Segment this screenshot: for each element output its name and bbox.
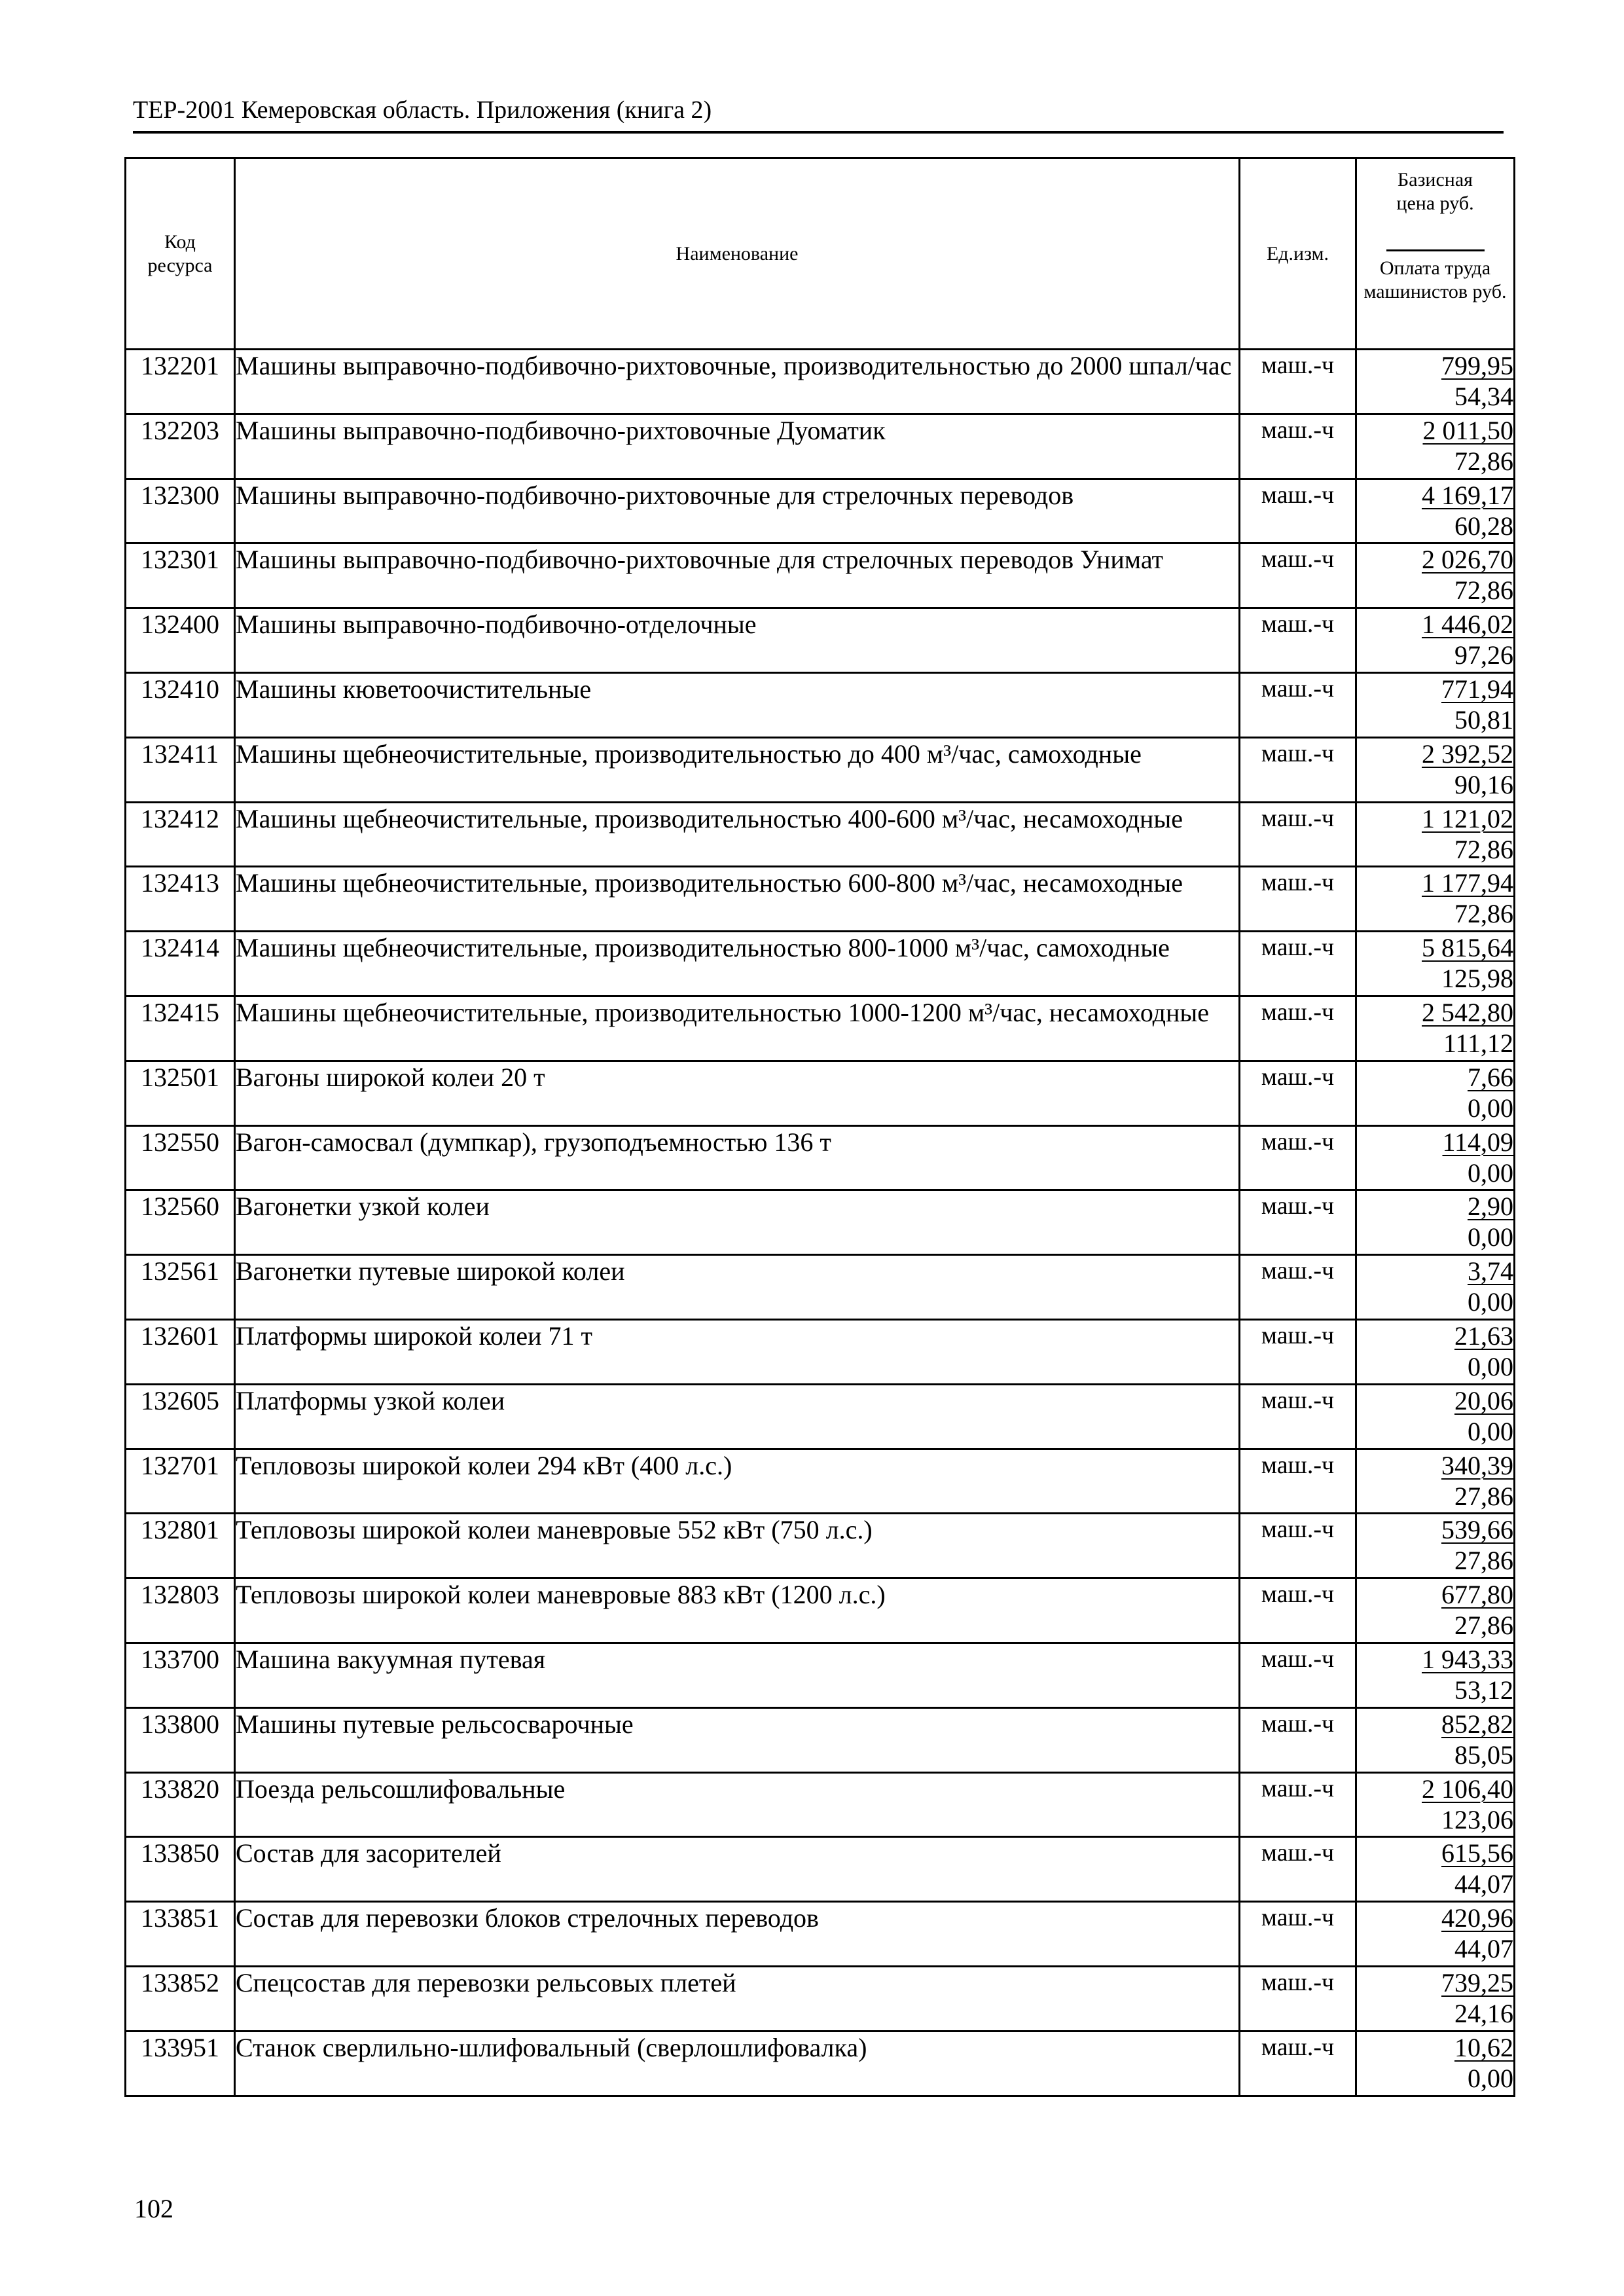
resource-price-cell: [1356, 2031, 1515, 2096]
table-row: [126, 1514, 1515, 1578]
resource-unit: маш.-ч: [1240, 1255, 1356, 1320]
resource-price-cell: [1356, 867, 1515, 932]
resource-code: 132414: [126, 932, 235, 996]
resource-name: Машины выправочно-подбивочно-отделочные: [235, 608, 1240, 673]
resource-code: 133852: [126, 1966, 235, 2031]
base-price: 2 392,52: [1422, 738, 1513, 769]
resource-unit: маш.-ч: [1240, 737, 1356, 802]
resource-unit: маш.-ч: [1240, 1772, 1356, 1837]
resource-price-cell: [1356, 932, 1515, 996]
resource-unit: маш.-ч: [1240, 1125, 1356, 1190]
resource-code: 132561: [126, 1255, 235, 1320]
operator-wage: 111,12: [1443, 1028, 1513, 1058]
resource-price-cell: [1356, 996, 1515, 1061]
column-header-price: [1356, 158, 1515, 350]
resource-name: Машины щебнеочистительные, производительностью 1000-1200 м³/час, несамоходные: [235, 996, 1240, 1061]
resource-price-cell: [1356, 1384, 1515, 1449]
resource-name: Машины кюветоочистительные: [235, 672, 1240, 737]
resource-code: 133820: [126, 1772, 235, 1837]
resource-price-cell: [1356, 1902, 1515, 1967]
operator-wage: 97,26: [1454, 640, 1513, 670]
table-row: [126, 1902, 1515, 1967]
resource-name: Машины выправочно-подбивочно-рихтовочные, производительностью до 2000 шпал/час: [235, 350, 1240, 414]
table-row: [126, 1707, 1515, 1772]
resource-code: 132412: [126, 802, 235, 867]
column-header-unit: Ед.изм.: [1240, 158, 1356, 350]
resource-code: 132605: [126, 1384, 235, 1449]
resource-code: 132400: [126, 608, 235, 673]
resource-code: 132201: [126, 350, 235, 414]
resource-price-cell: [1356, 737, 1515, 802]
base-price: 771,94: [1441, 674, 1513, 704]
resource-price-cell: [1356, 1319, 1515, 1384]
resource-price-cell: [1356, 479, 1515, 543]
base-price: 7,66: [1468, 1062, 1513, 1092]
resource-price-cell: [1356, 1772, 1515, 1837]
resource-table: [124, 157, 1515, 2097]
resource-price-cell: [1356, 543, 1515, 608]
resource-name: Платформы узкой колеи: [235, 1384, 1240, 1449]
table-row: [126, 1772, 1515, 1837]
resource-code: 133951: [126, 2031, 235, 2096]
resource-price-cell: [1356, 1966, 1515, 2031]
resource-unit: маш.-ч: [1240, 1514, 1356, 1578]
resource-unit: маш.-ч: [1240, 1190, 1356, 1255]
resource-name: Поезда рельсошлифовальные: [235, 1772, 1240, 1837]
resource-unit: маш.-ч: [1240, 1384, 1356, 1449]
resource-price-cell: [1356, 1837, 1515, 1902]
resource-price-cell: [1356, 1578, 1515, 1643]
table-row: [126, 1837, 1515, 1902]
base-price: 21,63: [1454, 1321, 1513, 1351]
table-row: [126, 1578, 1515, 1643]
operator-wage: 27,86: [1454, 1611, 1513, 1641]
header-divider: [1386, 249, 1485, 251]
table-row: [126, 1384, 1515, 1449]
operator-wage: 125,98: [1441, 964, 1513, 994]
resource-unit: маш.-ч: [1240, 2031, 1356, 2096]
table-row: [126, 414, 1515, 479]
base-price: 20,06: [1454, 1385, 1513, 1415]
table-row: [126, 932, 1515, 996]
operator-wage: 85,05: [1454, 1740, 1513, 1770]
base-price: 10,62: [1454, 2032, 1513, 2062]
resource-code: 132701: [126, 1449, 235, 1514]
operator-wage: 50,81: [1454, 704, 1513, 735]
resource-name: Машины щебнеочистительные, производительностью до 400 м³/час, самоходные: [235, 737, 1240, 802]
resource-unit: маш.-ч: [1240, 414, 1356, 479]
resource-name: Машины выправочно-подбивочно-рихтовочные Дуоматик: [235, 414, 1240, 479]
operator-wage: 72,86: [1454, 899, 1513, 929]
base-price: 114,09: [1442, 1127, 1513, 1157]
table-row: [126, 1449, 1515, 1514]
resource-unit: маш.-ч: [1240, 932, 1356, 996]
resource-unit: маш.-ч: [1240, 350, 1356, 414]
resource-code: 132415: [126, 996, 235, 1061]
resource-name: Тепловозы широкой колеи маневровые 552 кВт (750 л.с.): [235, 1514, 1240, 1578]
resource-code: 132300: [126, 479, 235, 543]
base-price: 420,96: [1441, 1903, 1513, 1933]
column-header-operator-wage: Оплата труда машинистов руб.: [1363, 257, 1507, 302]
base-price: 739,25: [1441, 1967, 1513, 1997]
resource-name: Машины щебнеочистительные, производительностью 400-600 м³/час, несамоходные: [235, 802, 1240, 867]
column-header-base-price: Базисная цена руб.: [1396, 169, 1474, 214]
table-row: [126, 2031, 1515, 2096]
base-price: 799,95: [1441, 351, 1513, 380]
base-price: 2,90: [1468, 1192, 1513, 1222]
base-price: 615,56: [1441, 1838, 1513, 1868]
resource-name: Вагоны широкой колеи 20 т: [235, 1061, 1240, 1125]
table-row: [126, 479, 1515, 543]
resource-unit: маш.-ч: [1240, 479, 1356, 543]
resource-name: Спецсостав для перевозки рельсовых плетей: [235, 1966, 1240, 2031]
resource-unit: маш.-ч: [1240, 867, 1356, 932]
base-price: 539,66: [1441, 1515, 1513, 1545]
resource-name: Вагонетки узкой колеи: [235, 1190, 1240, 1255]
resource-code: 133800: [126, 1707, 235, 1772]
table-row: [126, 672, 1515, 737]
resource-price-cell: [1356, 1514, 1515, 1578]
resource-price-cell: [1356, 672, 1515, 737]
operator-wage: 0,00: [1468, 1093, 1513, 1123]
resource-code: 132560: [126, 1190, 235, 1255]
resource-unit: маш.-ч: [1240, 543, 1356, 608]
resource-price-cell: [1356, 1125, 1515, 1190]
resource-unit: маш.-ч: [1240, 1643, 1356, 1707]
operator-wage: 53,12: [1454, 1675, 1513, 1705]
base-price: 2 011,50: [1422, 415, 1513, 445]
table-row: [126, 1125, 1515, 1190]
table-row: [126, 1061, 1515, 1125]
table-row: [126, 1966, 1515, 2031]
resource-unit: маш.-ч: [1240, 1449, 1356, 1514]
table-body: [126, 350, 1515, 2096]
operator-wage: 44,07: [1454, 1934, 1513, 1964]
operator-wage: 123,06: [1441, 1804, 1513, 1834]
base-price: 4 169,17: [1422, 480, 1513, 510]
base-price: 677,80: [1441, 1580, 1513, 1610]
table-row: [126, 996, 1515, 1061]
resource-price-cell: [1356, 1061, 1515, 1125]
operator-wage: 72,86: [1454, 834, 1513, 864]
resource-price-cell: [1356, 1190, 1515, 1255]
resource-code: 132803: [126, 1578, 235, 1643]
resource-name: Вагон-самосвал (думпкар), грузоподъемностью 136 т: [235, 1125, 1240, 1190]
resource-price-cell: [1356, 802, 1515, 867]
resource-name: Машины выправочно-подбивочно-рихтовочные для стрелочных переводов Унимат: [235, 543, 1240, 608]
operator-wage: 54,34: [1454, 382, 1513, 411]
resource-unit: маш.-ч: [1240, 1319, 1356, 1384]
resource-unit: маш.-ч: [1240, 608, 1356, 673]
resource-code: 132411: [126, 737, 235, 802]
resource-code: 133850: [126, 1837, 235, 1902]
operator-wage: 0,00: [1468, 1157, 1513, 1188]
resource-name: Вагонетки путевые широкой колеи: [235, 1255, 1240, 1320]
resource-code: 132301: [126, 543, 235, 608]
resource-name: Машины щебнеочистительные, производительностью 600-800 м³/час, несамоходные: [235, 867, 1240, 932]
operator-wage: 0,00: [1468, 1416, 1513, 1446]
resource-unit: маш.-ч: [1240, 1707, 1356, 1772]
resource-unit: маш.-ч: [1240, 1902, 1356, 1967]
resource-name: Станок сверлильно-шлифовальный (сверлошлифовалка): [235, 2031, 1240, 2096]
operator-wage: 27,86: [1454, 1546, 1513, 1576]
running-header: [133, 92, 1504, 134]
operator-wage: 72,86: [1454, 575, 1513, 606]
resource-price-cell: [1356, 1449, 1515, 1514]
resource-unit: маш.-ч: [1240, 996, 1356, 1061]
base-price: 2 026,70: [1422, 545, 1513, 575]
base-price: 852,82: [1441, 1709, 1513, 1739]
resource-unit: маш.-ч: [1240, 1966, 1356, 2031]
operator-wage: 44,07: [1454, 1869, 1513, 1899]
resource-name: Машины путевые рельсосварочные: [235, 1707, 1240, 1772]
resource-code: 132601: [126, 1319, 235, 1384]
resource-name: Тепловозы широкой колеи 294 кВт (400 л.с.): [235, 1449, 1240, 1514]
operator-wage: 27,86: [1454, 1481, 1513, 1511]
table-row: [126, 608, 1515, 673]
resource-code: 132501: [126, 1061, 235, 1125]
base-price: 340,39: [1441, 1450, 1513, 1480]
operator-wage: 0,00: [1468, 1287, 1513, 1317]
operator-wage: 60,28: [1454, 511, 1513, 541]
resource-unit: маш.-ч: [1240, 1061, 1356, 1125]
base-price: 1 446,02: [1422, 610, 1513, 640]
base-price: 1 121,02: [1422, 803, 1513, 833]
resource-price-cell: [1356, 608, 1515, 673]
resource-name: Машины щебнеочистительные, производительностью 800-1000 м³/час, самоходные: [235, 932, 1240, 996]
resource-price-cell: [1356, 1643, 1515, 1707]
resource-code: 132801: [126, 1514, 235, 1578]
base-price: 1 177,94: [1422, 868, 1513, 898]
operator-wage: 0,00: [1468, 1351, 1513, 1381]
table-header-row: [126, 158, 1515, 350]
operator-wage: 90,16: [1454, 769, 1513, 799]
resource-code: 132550: [126, 1125, 235, 1190]
table-row: [126, 802, 1515, 867]
table-row: [126, 867, 1515, 932]
resource-unit: маш.-ч: [1240, 672, 1356, 737]
page-number: 102: [134, 2194, 173, 2223]
resource-unit: маш.-ч: [1240, 1837, 1356, 1902]
running-header-title: ТЕР-2001 Кемеровская область. Приложения (книга 2): [133, 96, 712, 124]
resource-name: Машина вакуумная путевая: [235, 1643, 1240, 1707]
resource-name: Машины выправочно-подбивочно-рихтовочные для стрелочных переводов: [235, 479, 1240, 543]
resource-code: 132410: [126, 672, 235, 737]
table-row: [126, 1319, 1515, 1384]
base-price: 1 943,33: [1422, 1644, 1513, 1674]
resource-price-cell: [1356, 414, 1515, 479]
resource-unit: маш.-ч: [1240, 1578, 1356, 1643]
resource-price-cell: [1356, 350, 1515, 414]
resource-name: Платформы широкой колеи 71 т: [235, 1319, 1240, 1384]
resource-code: 133700: [126, 1643, 235, 1707]
column-header-name: Наименование: [235, 158, 1240, 350]
table-row: [126, 737, 1515, 802]
operator-wage: 72,86: [1454, 446, 1513, 476]
resource-code: 133851: [126, 1902, 235, 1967]
resource-price-cell: [1356, 1255, 1515, 1320]
resource-unit: маш.-ч: [1240, 802, 1356, 867]
resource-price-cell: [1356, 1707, 1515, 1772]
resource-code: 132203: [126, 414, 235, 479]
table-row: [126, 1643, 1515, 1707]
base-price: 3,74: [1468, 1256, 1513, 1286]
table-row: [126, 1190, 1515, 1255]
table-row: [126, 350, 1515, 414]
resource-name: Состав для засорителей: [235, 1837, 1240, 1902]
resource-name: Тепловозы широкой колеи маневровые 883 кВт (1200 л.с.): [235, 1578, 1240, 1643]
resource-code: 132413: [126, 867, 235, 932]
table-row: [126, 1255, 1515, 1320]
operator-wage: 0,00: [1468, 2063, 1513, 2093]
column-header-code: Код ресурса: [126, 158, 235, 350]
operator-wage: 0,00: [1468, 1222, 1513, 1252]
table-row: [126, 543, 1515, 608]
operator-wage: 24,16: [1454, 1998, 1513, 2028]
base-price: 5 815,64: [1422, 933, 1513, 963]
base-price: 2 106,40: [1422, 1774, 1513, 1804]
base-price: 2 542,80: [1422, 997, 1513, 1027]
resource-name: Состав для перевозки блоков стрелочных переводов: [235, 1902, 1240, 1967]
